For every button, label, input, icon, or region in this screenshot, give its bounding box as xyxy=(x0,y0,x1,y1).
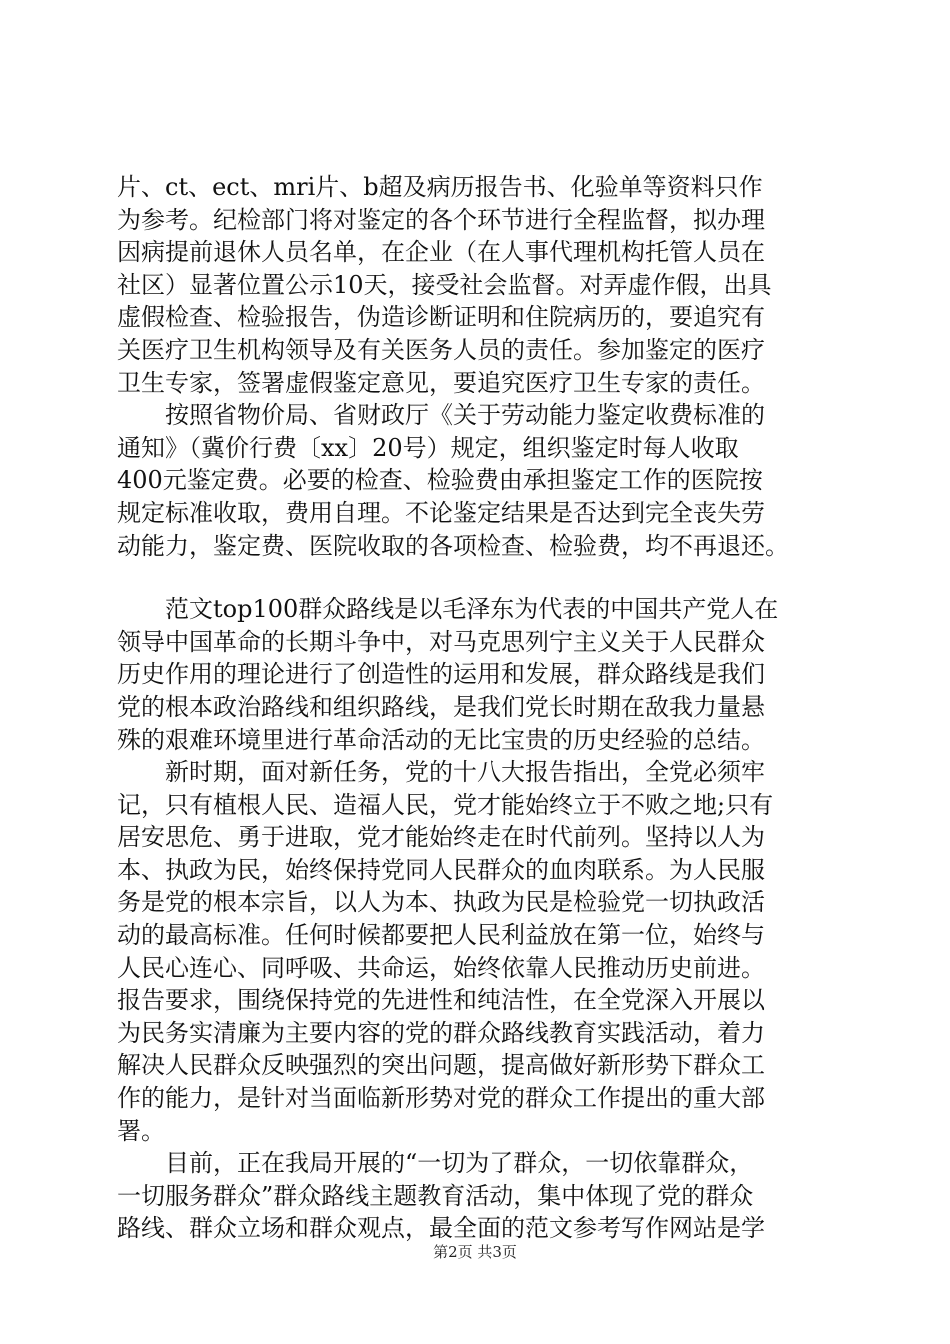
text-line: 路线、群众立场和群众观点，最全面的范文参考写作网站是学 xyxy=(117,1214,765,1243)
text-line: 动的最高标准。任何时候都要把人民利益放在第一位，始终与 xyxy=(117,921,765,950)
text-line: 作的能力，是针对当面临新形势对党的群众工作提出的重大部 xyxy=(117,1084,765,1113)
text-line: 动能力，鉴定费、医院收取的各项检查、检验费，均不再退还。 xyxy=(117,531,789,560)
text-line: 目前，正在我局开展的“一切为了群众，一切依靠群众， xyxy=(117,1149,754,1178)
paragraph-new-period xyxy=(117,756,837,1147)
paragraph-mass-line-intro xyxy=(117,593,837,756)
text-line: 一切服务群众”群众路线主题教育活动，集中体现了党的群众 xyxy=(117,1181,754,1210)
paragraph-spacer xyxy=(117,562,837,593)
text-line: 报告要求，围绕保持党的先进性和纯洁性，在全党深入开展以 xyxy=(117,986,765,1015)
text-line: 新时期，面对新任务，党的十八大报告指出，全党必须牢 xyxy=(117,758,765,787)
text-line: 因病提前退休人员名单，在企业（在人事代理机构托管人员在 xyxy=(117,238,765,267)
text-line: 按照省物价局、省财政厅《关于劳动能力鉴定收费标准的 xyxy=(117,401,765,430)
text-line: 人民心连心、同呼吸、共命运，始终依靠人民推动历史前进。 xyxy=(117,953,765,982)
text-line: 400元鉴定费。必要的检查、检验费由承担鉴定工作的医院按 xyxy=(117,466,763,495)
paragraph-appraisal-supervision xyxy=(117,171,837,399)
paragraph-appraisal-fees xyxy=(117,399,837,562)
paragraph-current-campaign xyxy=(117,1147,837,1245)
text-line: 通知》（冀价行费〔xx〕20号）规定，组织鉴定时每人收取 xyxy=(117,433,739,462)
text-line: 规定标准收取，费用自理。不论鉴定结果是否达到完全丧失劳 xyxy=(117,498,765,527)
text-line: 社区）显著位置公示10天，接受社会监督。对弄虚作假，出具 xyxy=(117,270,772,299)
text-line: 解决人民群众反映强烈的突出问题，提高做好新形势下群众工 xyxy=(117,1051,765,1080)
text-line: 署。 xyxy=(117,1116,165,1145)
text-line: 片、ct、ect、mri片、b超及病历报告书、化验单等资料只作 xyxy=(117,173,763,201)
text-line: 务是党的根本宗旨，以人为本、执政为民是检验党一切执政活 xyxy=(117,888,765,917)
text-line: 为民务实清廉为主要内容的党的群众路线教育实践活动，着力 xyxy=(117,1018,765,1047)
text-line: 殊的艰难环境里进行革命活动的无比宝贵的历史经验的总结。 xyxy=(117,725,765,754)
page-number-footer: 第2页 共3页 xyxy=(433,1243,517,1261)
text-line: 居安思危、勇于进取，党才能始终走在时代前列。坚持以人为 xyxy=(117,823,765,852)
text-line: 领导中国革命的长期斗争中，对马克思列宁主义关于人民群众 xyxy=(117,627,765,656)
text-line: 为参考。纪检部门将对鉴定的各个环节进行全程监督，拟办理 xyxy=(117,205,765,234)
text-line: 卫生专家，签署虚假鉴定意见，要追究医疗卫生专家的责任。 xyxy=(117,368,765,397)
text-line: 虚假检查、检验报告，伪造诊断证明和住院病历的，要追究有 xyxy=(117,303,765,332)
text-line: 范文top100群众路线是以毛泽东为代表的中国共产党人在 xyxy=(117,595,779,624)
text-line: 本、执政为民，始终保持党同人民群众的血肉联系。为人民服 xyxy=(117,855,765,884)
text-line: 历史作用的理论进行了创造性的运用和发展，群众路线是我们 xyxy=(117,660,765,689)
text-line: 关医疗卫生机构领导及有关医务人员的责任。参加鉴定的医疗 xyxy=(117,335,765,364)
text-line: 党的根本政治路线和组织路线，是我们党长时期在敌我力量悬 xyxy=(117,692,765,721)
document-body xyxy=(117,171,837,1245)
text-line: 记，只有植根人民、造福人民，党才能始终立于不败之地;只有 xyxy=(117,790,774,819)
